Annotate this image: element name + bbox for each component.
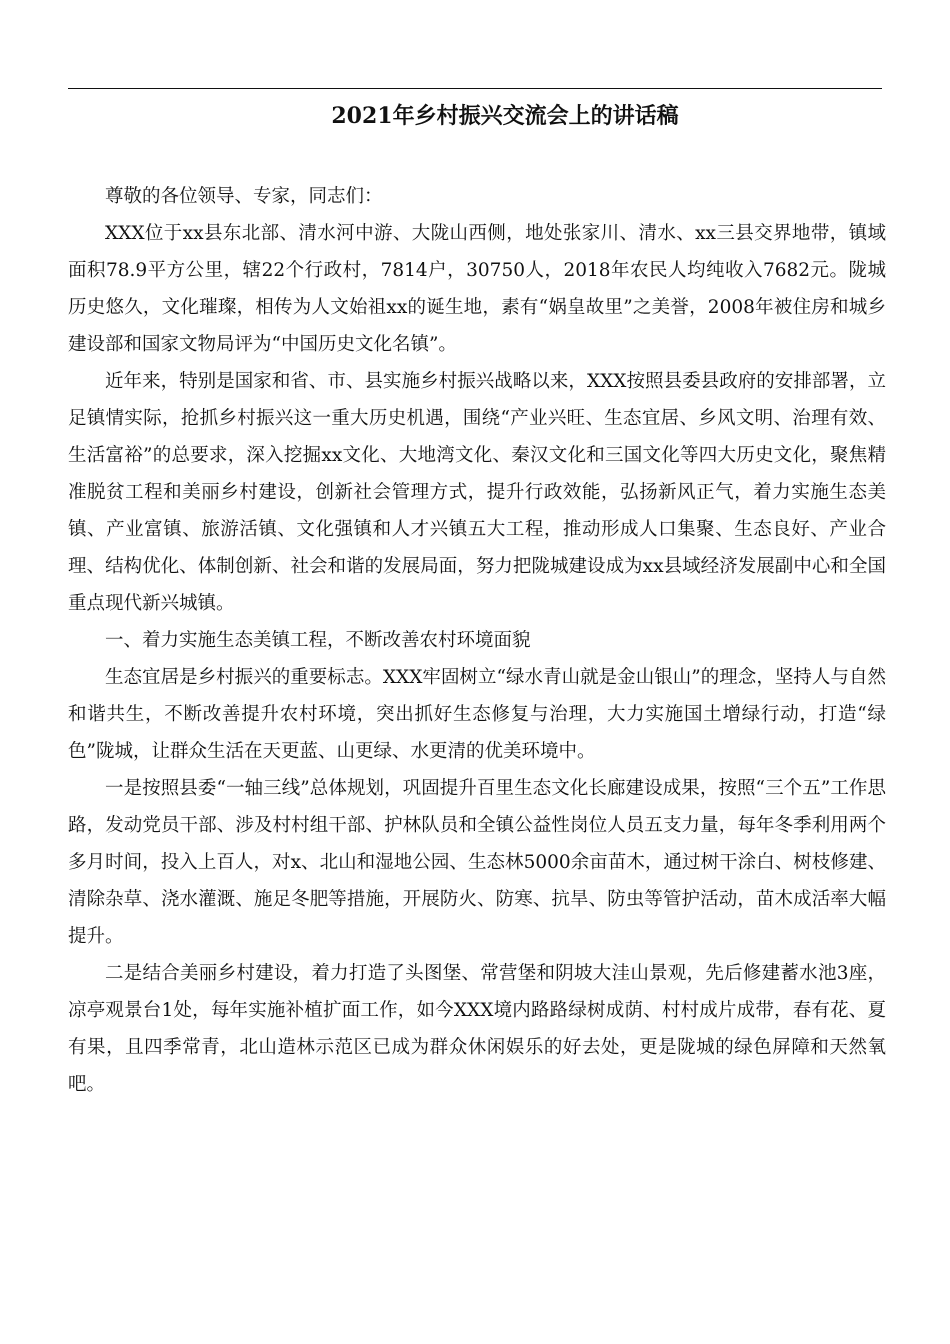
header-rule <box>68 88 882 89</box>
paragraph-intro: XXX位于xx县东北部、清水河中游、大陇山西侧，地处张家川、清水、xx三县交界地带，镇域面积78.9平方公里，辖22个行政村，7814户，30750人，2018年农民人均纯收入7682元。陇城历史悠久，文化璀璨，相传为人文始祖xx的诞生地，素有“娲皇故里”之美誉，2008年被住房和城乡建设部和国家文物局评为“中国历史文化名镇”。 <box>68 223 886 355</box>
paragraph-overview: 近年来，特别是国家和省、市、县实施乡村振兴战略以来，XXX按照县委县政府的安排部署，立足镇情实际，抢抓乡村振兴这一重大历史机遇，围绕“产业兴旺、生态宜居、乡风文明、治理有效、生活富裕”的总要求，深入挖掘xx文化、大地湾文化、秦汉文化和三国文化等四大历史文化，聚焦精准脱贫工程和美丽乡村建设，创新社会管理方式，提升行政效能，弘扬新风正气，着力实施生态美镇、产业富镇、旅游活镇、文化强镇和人才兴镇五大工程，推动形成人口集聚、生态良好、产业合理、结构优化、体制创新、社会和谐的发展局面，努力把陇城建设成为xx县域经济发展副中心和全国重点现代新兴城镇。 <box>68 371 886 614</box>
paragraph-point-2: 二是结合美丽乡村建设，着力打造了头图堡、常营堡和阴坡大洼山景观，先后修建蓄水池3座，凉亭观景台1处，每年实施补植扩面工作，如今XXX境内路路绿树成荫、村村成片成带，春有花、夏有果，且四季常青，北山造林示范区已成为群众休闲娱乐的好去处，更是陇城的绿色屏障和天然氧吧。 <box>68 963 886 1095</box>
salutation: 尊敬的各位领导、专家，同志们： <box>105 186 383 207</box>
document-title: 2021年乡村振兴交流会上的讲话稿 <box>331 103 679 129</box>
section-heading-1: 一、着力实施生态美镇工程，不断改善农村环境面貌 <box>105 630 531 651</box>
paragraph-ecology: 生态宜居是乡村振兴的重要标志。XXX牢固树立“绿水青山就是金山银山”的理念，坚持人与自然和谐共生，不断改善提升农村环境，突出抓好生态修复与治理，大力实施国土增绿行动，打造“绿色”陇城，让群众生活在天更蓝、山更绿、水更清的优美环境中。 <box>68 667 886 762</box>
document-body <box>68 178 886 1103</box>
paragraph-point-1: 一是按照县委“一轴三线”总体规划，巩固提升百里生态文化长廊建设成果，按照“三个五”工作思路，发动党员干部、涉及村村组干部、护林队员和全镇公益性岗位人员五支力量，每年冬季利用两个多月时间，投入上百人，对x、北山和湿地公园、生态林5000余亩苗木，通过树干涂白、树枝修建、清除杂草、浇水灌溉、施足冬肥等措施，开展防火、防寒、抗旱、防虫等管护活动，苗木成活率大幅提升。 <box>68 778 886 947</box>
